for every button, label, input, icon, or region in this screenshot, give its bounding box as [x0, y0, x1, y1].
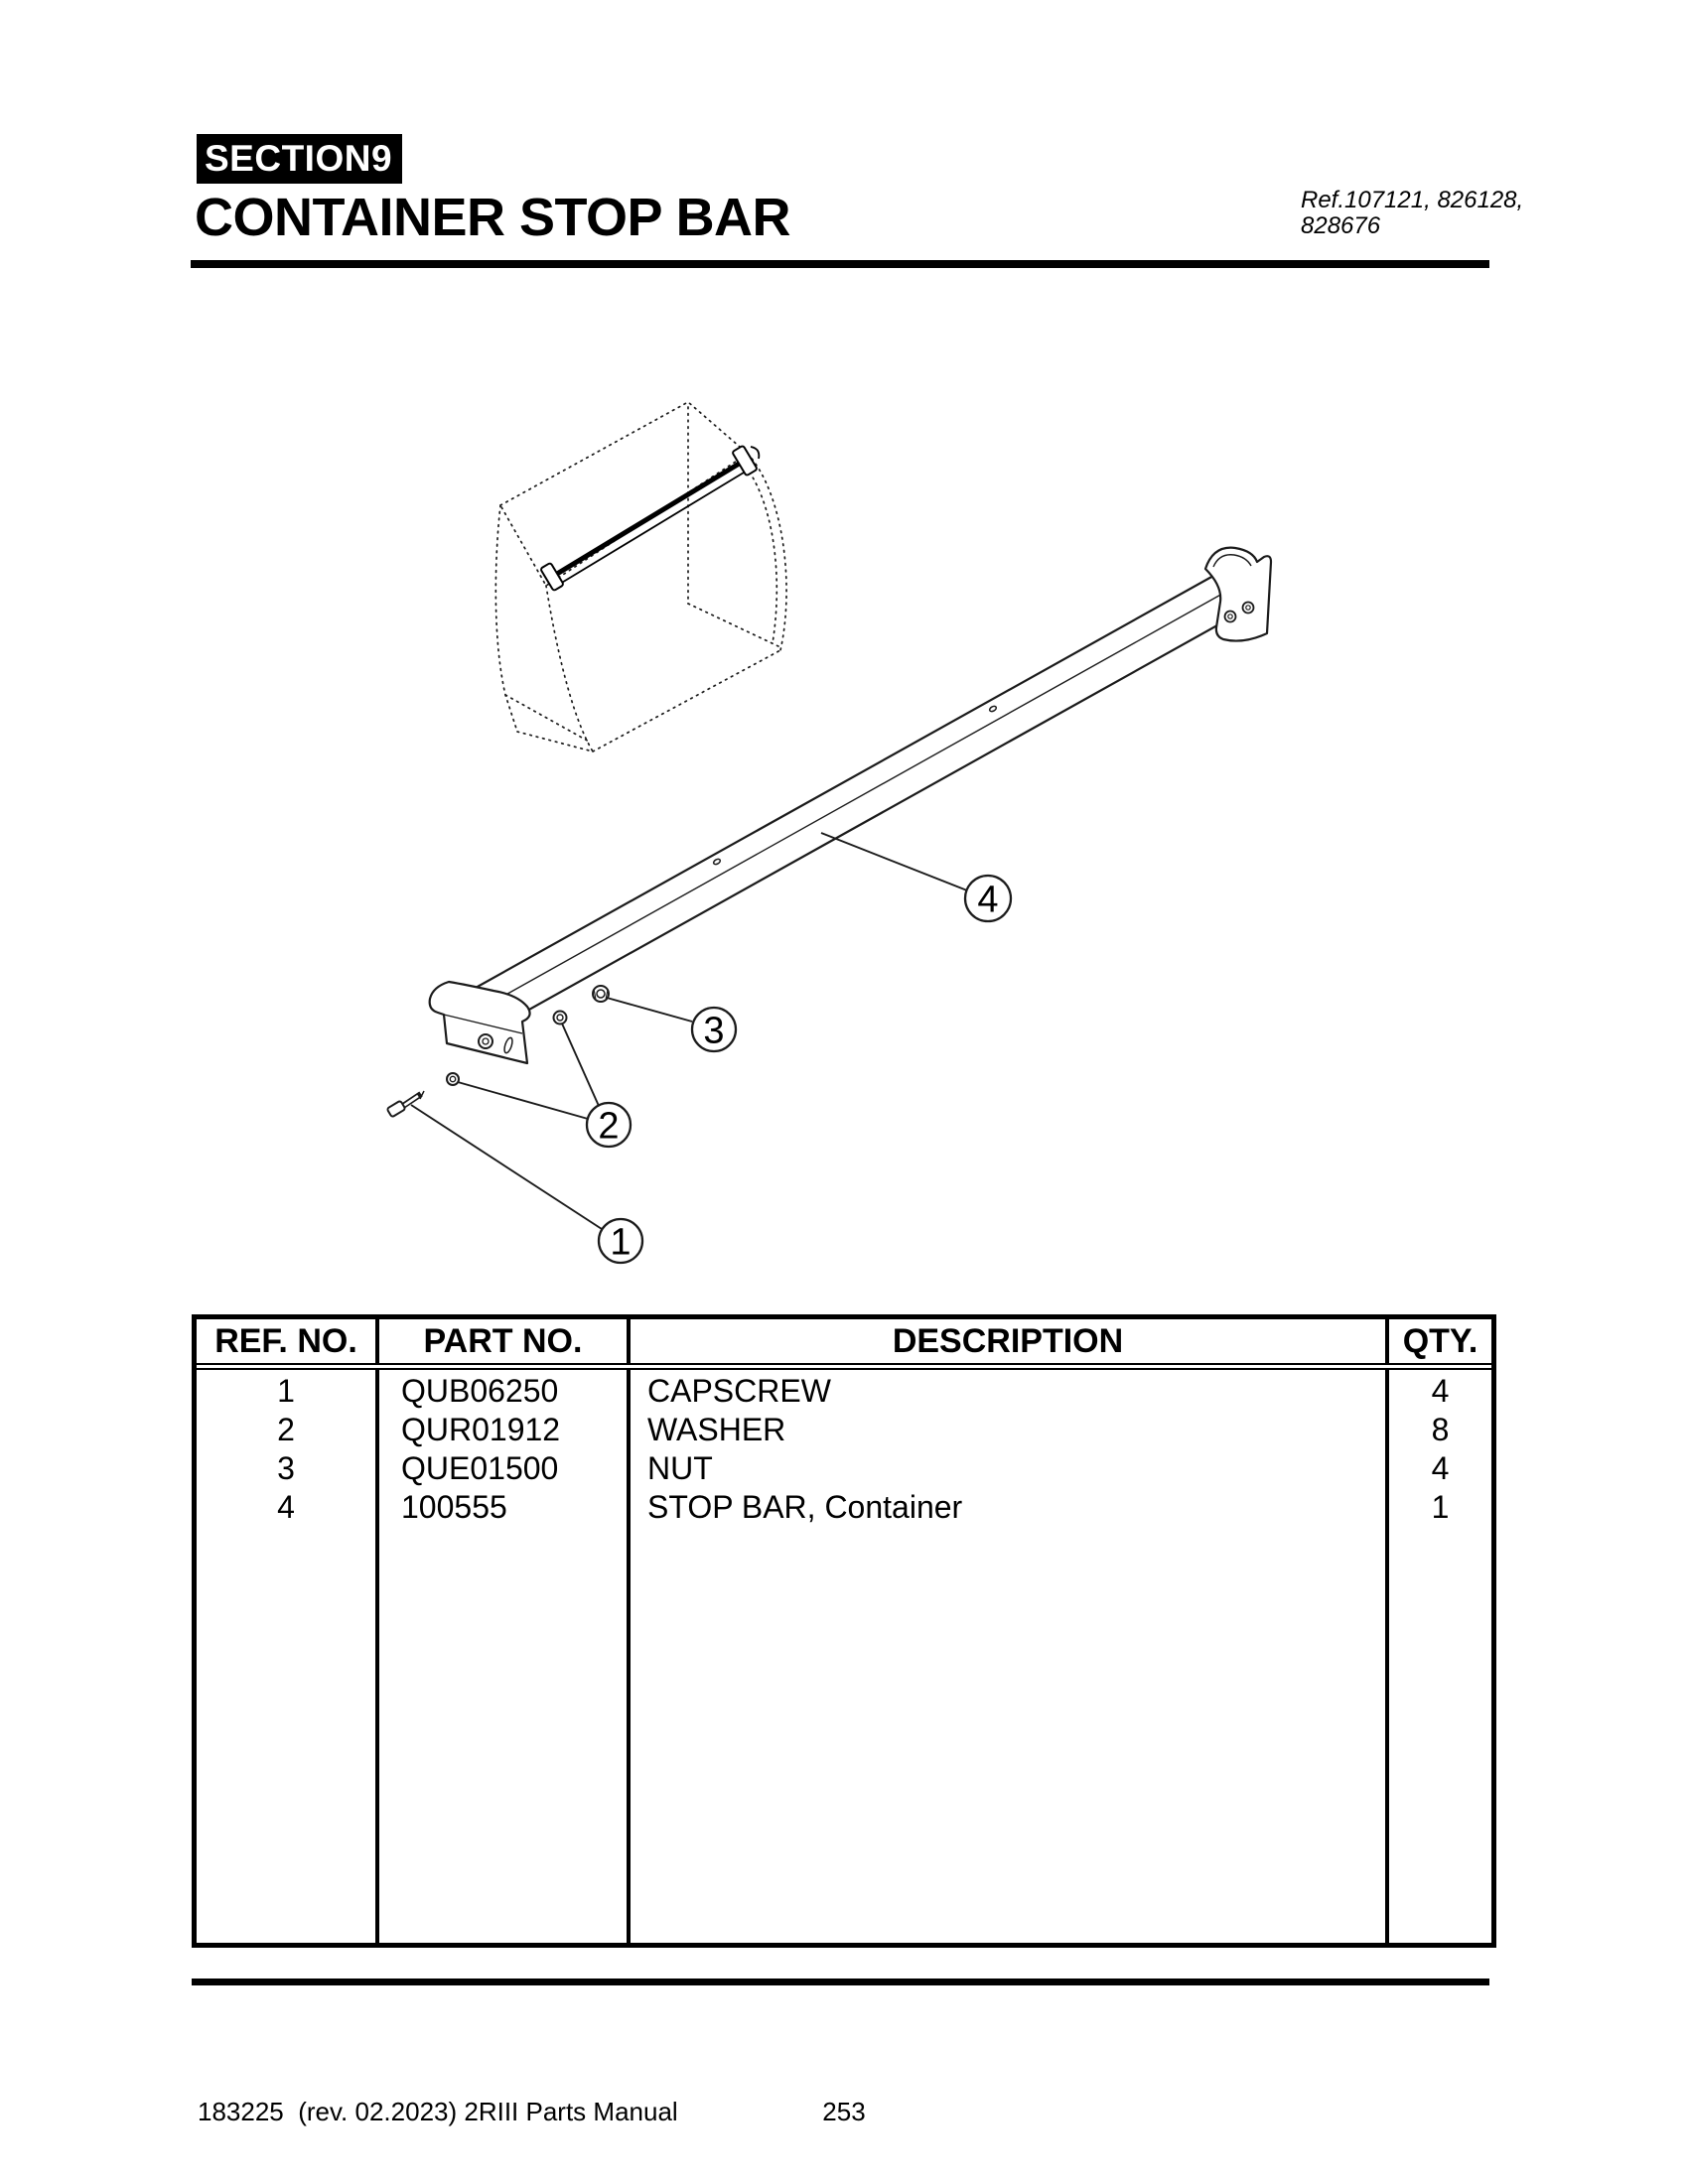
stop-bar-tube [467, 566, 1267, 1024]
installed-stop-bar [540, 446, 759, 592]
ref-note [1301, 187, 1524, 239]
description-column [631, 1370, 1389, 1943]
ref-no-column [197, 1370, 379, 1943]
page-footer [0, 2097, 1688, 2126]
document-info: 183225 (rev. 02.2023) 2RIII Parts Manual [198, 2097, 678, 2126]
qty-value: 8 [1431, 1412, 1450, 1447]
part-no-value: 100555 [401, 1489, 507, 1525]
qty-value: 4 [1431, 1373, 1450, 1409]
page-number: 253 [822, 2097, 866, 2126]
washer-part-upper [554, 1012, 567, 1024]
description-value: CAPSCREW [647, 1373, 831, 1409]
ref-no-value: 3 [277, 1450, 295, 1486]
description-value: NUT [647, 1450, 713, 1486]
description-value: STOP BAR, Container [647, 1489, 963, 1525]
callout-4-label: 4 [977, 879, 999, 921]
page-title: CONTAINER STOP BAR [195, 188, 791, 247]
ref-line-1: Ref.107121, 826128, [1301, 187, 1524, 213]
qty-value: 1 [1431, 1489, 1450, 1525]
column-header-ref-no: REF. NO. [197, 1319, 379, 1363]
nut-part [593, 986, 609, 1002]
section-label: SECTION [205, 138, 371, 179]
washer-part-lower [447, 1073, 459, 1085]
section-badge [197, 134, 402, 184]
callout-3-label: 3 [703, 1010, 725, 1052]
part-no-column [379, 1370, 631, 1943]
column-header-qty: QTY. [1402, 1321, 1478, 1360]
qty-value: 4 [1431, 1450, 1450, 1486]
column-header-part-no: PART NO. [379, 1319, 631, 1363]
part-no-value: QUR01912 [401, 1412, 561, 1447]
ref-line-2: 828676 [1301, 212, 1381, 239]
ref-no-value: 4 [277, 1489, 295, 1525]
part-no-value: QUB06250 [401, 1373, 559, 1409]
footer-rule [192, 1979, 1489, 1985]
parts-table [192, 1314, 1496, 1948]
ref-no-value: 2 [277, 1412, 295, 1447]
capscrew-part [387, 1091, 424, 1117]
parts-table-header [197, 1319, 1491, 1370]
qty-column [1389, 1370, 1491, 1943]
section-number: 9 [370, 138, 393, 179]
callout-2 [587, 1103, 631, 1148]
callout-4 [965, 876, 1011, 921]
ref-no-value: 1 [277, 1373, 295, 1409]
parts-table-body [197, 1370, 1491, 1943]
column-header-description: DESCRIPTION [631, 1319, 1389, 1363]
callout-1-label: 1 [610, 1221, 632, 1264]
header-rule [191, 260, 1489, 268]
callout-2-label: 2 [598, 1105, 620, 1148]
part-no-value: QUE01500 [401, 1450, 559, 1486]
callout-1 [599, 1219, 642, 1264]
callout-3 [692, 1008, 736, 1052]
description-value: WASHER [647, 1412, 786, 1447]
exploded-view-diagram [248, 347, 1390, 1291]
